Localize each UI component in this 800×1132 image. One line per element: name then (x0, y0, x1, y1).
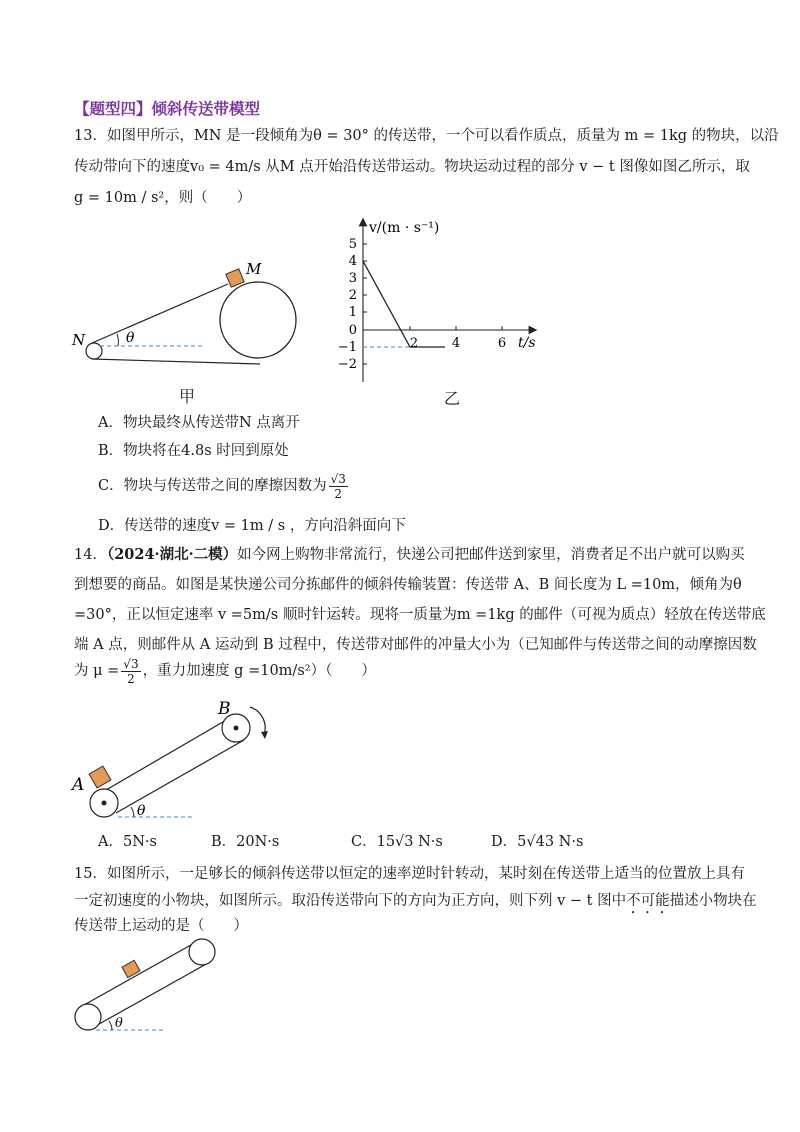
xtick-6: 6 (497, 336, 507, 351)
q13-option-c (98, 470, 350, 502)
caption-jia: 甲 (179, 387, 196, 406)
ytick-4: 4 (348, 254, 357, 269)
q15-figure (68, 935, 228, 1040)
belt-lower-line (92, 359, 260, 364)
fraction (121, 657, 140, 686)
fraction-denominator: 2 (127, 671, 135, 686)
q14-line-1 (74, 545, 745, 565)
q14-option-c: C．15√3 N·s (351, 834, 443, 850)
ytick-2: 2 (348, 288, 357, 303)
fraction-numerator: √3 (123, 656, 139, 671)
q14-number: 14． (74, 547, 107, 563)
rotation-arrow-icon (250, 707, 265, 735)
q13-line-1: 13．如图甲所示，MN 是一段倾角为θ = 30° 的传送带，一个可以看作质点，质量为 m = 1kg 的物块，以沿 (74, 128, 779, 144)
q13-line-3: g = 10m / s²，则（ ） (74, 190, 252, 206)
angle-arc (117, 334, 118, 346)
label-theta: θ (115, 1016, 123, 1031)
q15-line-2-suffix: 描述小物块在 (669, 893, 757, 909)
q14-line-2: 到想要的商品。如图是某快递公司分拣邮件的倾斜传输装置：传送带 A、B 间长度为 L =10m，倾角为θ (74, 577, 742, 593)
axle-A (102, 801, 107, 806)
angle-arc (131, 807, 134, 817)
xtick-2: 2 (409, 336, 419, 351)
block-M (226, 269, 244, 287)
angle-arc (109, 1021, 112, 1030)
ytick-neg2: −2 (337, 357, 357, 372)
ytick-5: 5 (348, 237, 357, 252)
belt-lower-line (92, 963, 208, 1028)
belt-upper-line (106, 719, 228, 790)
q14-option-a: A．5N·s (98, 834, 157, 850)
label-A: A (72, 775, 85, 795)
large-pulley (220, 282, 296, 358)
lower-pulley (75, 1004, 101, 1030)
belt-lower-line (116, 740, 244, 813)
parcel-block (89, 766, 111, 788)
axle-B (234, 726, 239, 731)
q14-line-4: 端 A 点，则邮件从 A 运动到 B 过程中，传送带对邮件的冲量大小为（已知邮件与传送带之间的动摩擦因数 (74, 637, 757, 653)
q14-line-5-prefix: 为 μ = (74, 663, 120, 679)
q13-figure-yi (330, 210, 550, 410)
fraction-numerator: √3 (330, 471, 346, 486)
v-axis-label: v/(m · s⁻¹) (369, 220, 440, 236)
label-theta: θ (126, 330, 135, 346)
xtick-4: 4 (451, 336, 461, 351)
q14-line-5 (74, 650, 376, 692)
ytick-1: 1 (348, 305, 357, 320)
fraction (329, 472, 348, 501)
caption-yi: 乙 (444, 389, 461, 408)
belt-upper-line (84, 941, 198, 1005)
section-title: 【题型四】倾斜传送带模型 (74, 100, 261, 118)
q14-figure (68, 695, 288, 825)
q13-option-d: D．传送带的速度v = 1m / s ，方向沿斜面向下 (98, 518, 406, 534)
fraction-denominator: 2 (334, 486, 343, 501)
q15-line-2 (74, 891, 757, 917)
q13-option-b: B．物块将在4.8s 时回到原处 (98, 443, 289, 459)
q13-line-2: 传动带向下的速度v₀ = 4m/s 从M 点开始沿传送带运动。物块运动过程的部分 v − t 图像如图乙所示，取 (74, 159, 750, 175)
label-B: B (218, 699, 231, 719)
q15-line-1: 15．如图所示，一足够长的倾斜传送带以恒定的速率逆时针转动，某时刻在传送带上适当的位置放上具有 (74, 866, 745, 882)
q14-source: （2024·湖北·二模） (106, 546, 238, 563)
emphasized-text: 不可能 (626, 893, 670, 909)
label-N: N (72, 331, 86, 349)
q15-line-2-prefix: 一定初速度的小物块，如图所示。取沿传送带向下的方向为正方向，则下列 v − t 图中 (74, 893, 627, 909)
ytick-0: 0 (348, 323, 357, 338)
q13-option-c-text: C．物块与传送带之间的摩擦因数为 (98, 478, 327, 494)
ytick-3: 3 (348, 271, 357, 286)
ytick-neg1: −1 (337, 340, 357, 355)
small-pulley (86, 343, 102, 359)
q14-line-5-suffix: ，重力加速度 g =10m/s²）（ ） (142, 663, 376, 679)
q13-option-a: A．物块最终从传送带N 点离开 (98, 415, 300, 431)
q14-option-d: D．5√43 N·s (491, 834, 584, 850)
belt-upper-line (92, 284, 228, 343)
q14-line-3: =30°，正以恒定速率 v =5m/s 顺时针运转。现将一质量为m =1kg 的邮件（可视为质点）轻放在传送带底 (74, 607, 766, 623)
vt-line (363, 261, 445, 347)
q15-line-3: 传送带上运动的是（ ） (74, 918, 248, 934)
t-axis-label: t/s (518, 335, 536, 351)
upper-pulley (189, 939, 215, 965)
q14-option-b: B．20N·s (211, 834, 280, 850)
q14-line-1-text: 如今网上购物非常流行，快递公司把邮件送到家里，消费者足不出户就可以购买 (237, 547, 745, 563)
label-M: M (246, 260, 262, 278)
rotation-arrowhead-icon (261, 731, 268, 739)
label-theta: θ (137, 803, 146, 819)
